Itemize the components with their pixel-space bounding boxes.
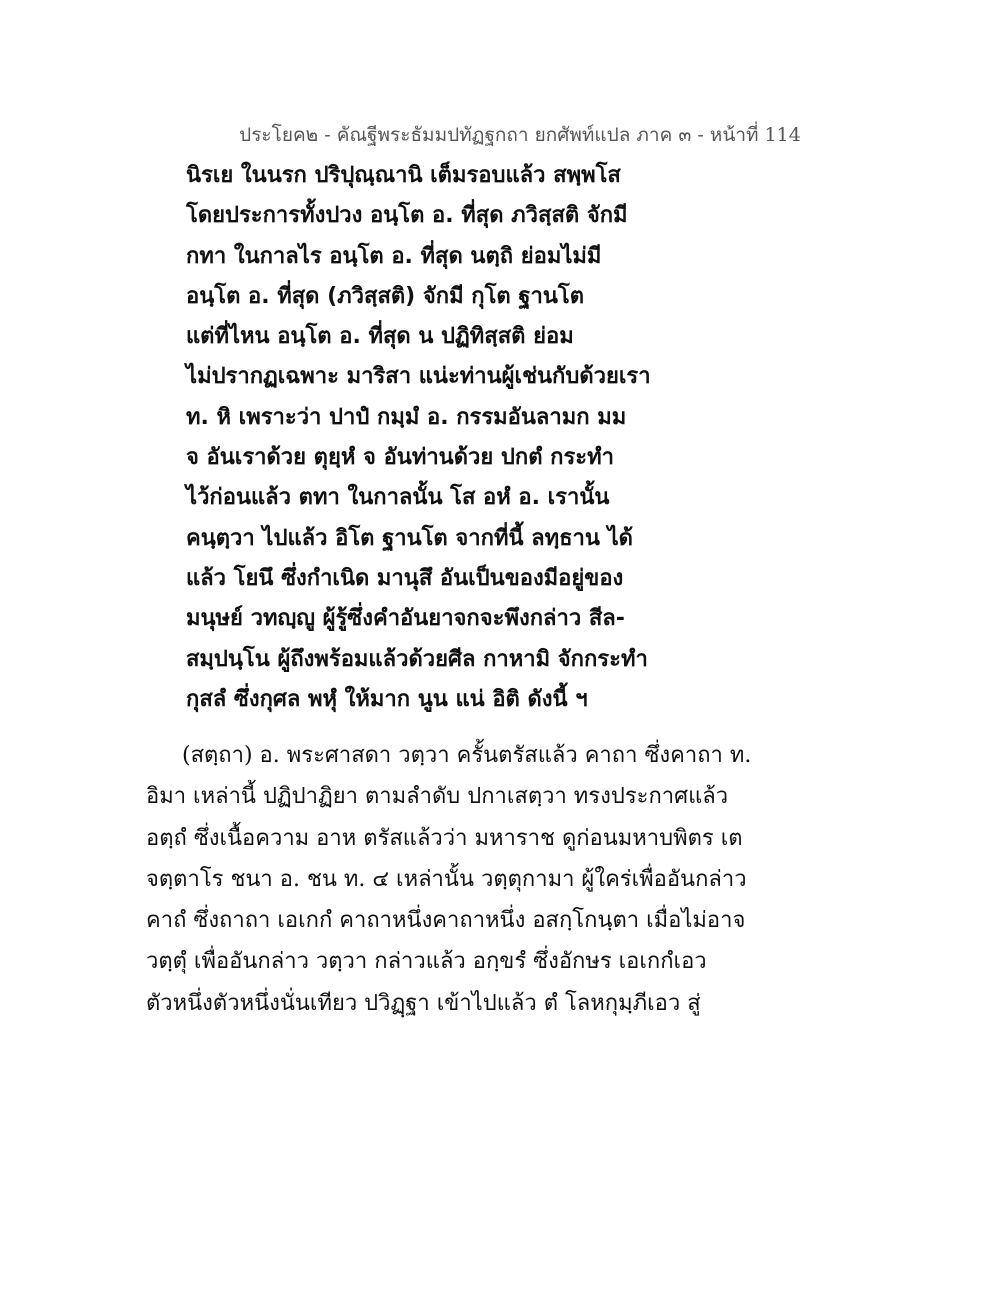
verse-block <box>186 156 746 720</box>
prose-line: จตฺตาโร ชนา อ. ชน ท. ๔ เหล่านั้น วตฺตุกามา ผู้ใคร่เพื่ออันกล่าว <box>146 866 747 892</box>
verse-line: ไม่ปรากฏเฉพาะ มาริสา แน่ะท่านผู้เช่นกับด้วยเรา <box>186 364 651 390</box>
running-header: ประโยค๒ - คัณฐีพระธัมมปทัฏฐกถา ยกศัพท์แปล ภาค ๓ - หน้าที่ 114 <box>239 124 801 146</box>
verse-line: จ อันเราด้วย ตุยฺหํ จ อันท่านด้วย ปกตํ กระทำ <box>186 445 614 471</box>
verse-line: อนฺโต อ. ที่สุด (ภวิสฺสติ) จักมี กุโต ฐานโต <box>186 283 584 309</box>
verse-line: แต่ที่ไหน อนฺโต อ. ที่สุด น ปฏิทิสฺสติ ย่อม <box>186 324 574 350</box>
verse-line: กุสลํ ซึ่งกุศล พหุํ ให้มาก นูน แน่ อิติ ดังนี้ ฯ <box>186 686 588 712</box>
prose-paragraph <box>146 735 846 1024</box>
verse-line: คนฺตฺวา ไปแล้ว อิโต ฐานโต จากที่นี้ ลทฺธาน ได้ <box>186 525 633 551</box>
prose-line: (สตฺถา) อ. พระศาสดา วตฺวา ครั้นตรัสแล้ว คาถา ซึ่งคาถา ท. <box>182 743 752 768</box>
verse-line: มนุษย์ วทญฺญู ผู้รู้ซึ่งคำอันยาจกจะพึงกล่าว สีล- <box>186 606 625 632</box>
prose-line: คาถํ ซึ่งถาถา เอเกกํ คาถาหนึ่งคาถาหนึ่ง อสกฺโกนฺตา เมื่อไม่อาจ <box>146 908 746 934</box>
verse-line: ไว้ก่อนแล้ว ตทา ในกาลนั้น โส อหํ อ. เรานั้น <box>186 485 610 511</box>
prose-line: วตฺตุํ เพื่ออันกล่าว วตฺวา กล่าวแล้ว อกฺขรํ ซึ่งอักษร เอเกกํเอว <box>146 949 707 975</box>
verse-line: กทา ในกาลไร อนฺโต อ. ที่สุด นตฺถิ ย่อมไม่มี <box>186 243 602 269</box>
prose-line: อิมา เหล่านี้ ปฏิปาฏิยา ตามลำดับ ปกาเสตฺวา ทรงประกาศแล้ว <box>146 784 729 810</box>
verse-line: แล้ว โยนึ ซึ่งกำเนิด มานุสึ อันเป็นของมีอยู่ของ <box>186 565 624 591</box>
verse-line: นิรเย ในนรก ปริปุณฺณานิ เต็มรอบแล้ว สพฺพโส <box>186 163 621 188</box>
prose-line: ตัวหนึ่งตัวหนึ่งนั่นเทียว ปวิฏฺฐา เข้าไปแล้ว ตํ โลหกุมฺภีเอว สู่ <box>146 990 701 1016</box>
prose-line: อตฺถํ ซึ่งเนื้อความ อาห ตรัสแล้วว่า มหาราช ดูก่อนมหาบพิตร เต <box>146 825 743 851</box>
verse-line: สมฺปนฺโน ผู้ถึงพร้อมแล้วด้วยศีล กาหามิ จักกระทำ <box>186 646 648 672</box>
verse-line: ท. หิ เพราะว่า ปาปํ กมฺมํ อ. กรรมอันลามก มม <box>186 404 627 430</box>
verse-line: โดยประการทั้งปวง อนฺโต อ. ที่สุด ภวิสฺสติ จักมี <box>186 203 628 229</box>
